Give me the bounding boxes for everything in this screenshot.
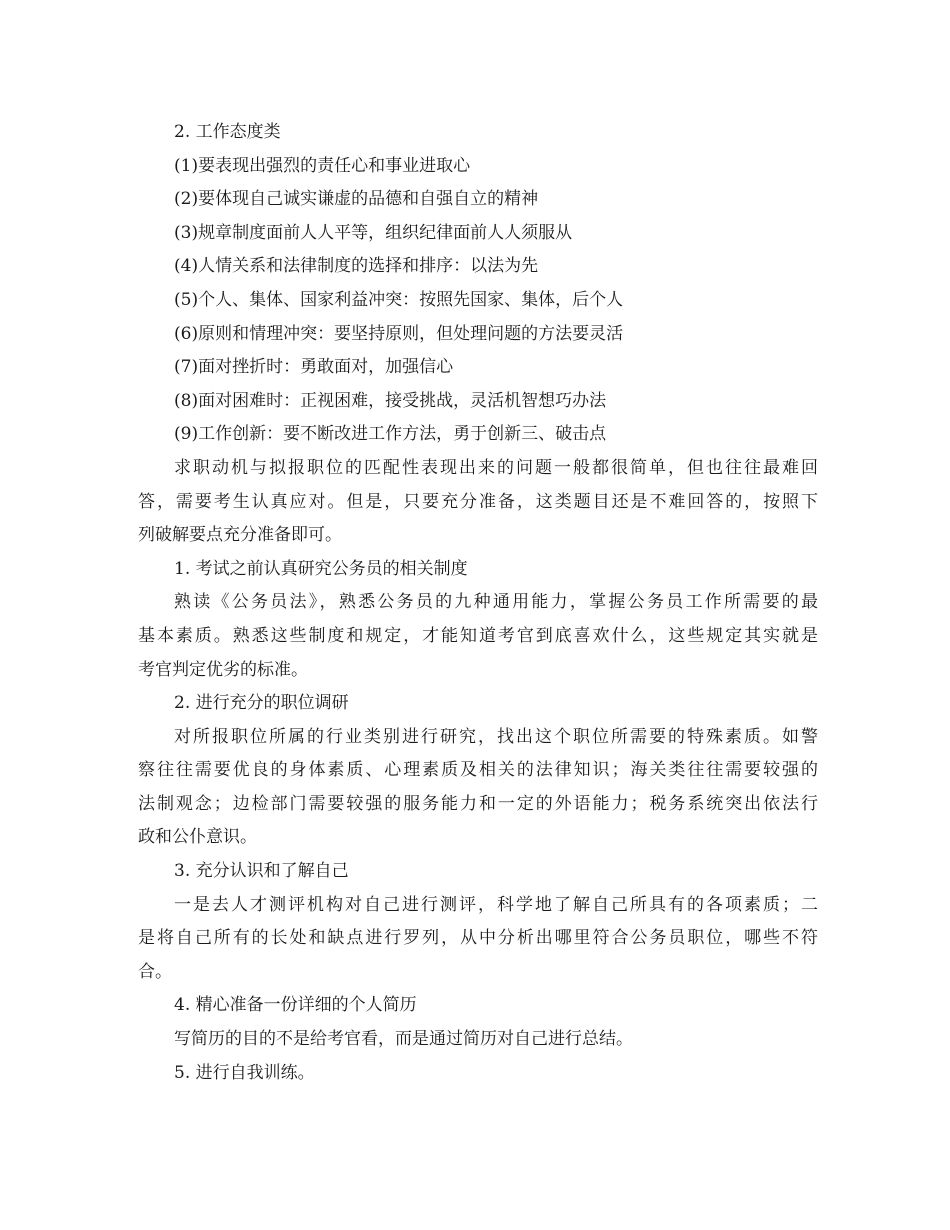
text-line: 对所报职位所属的行业类别进行研究，找出这个职位所需要的特殊素质。如警 bbox=[174, 726, 818, 747]
text-line: 察往往需要优良的身体素质、心理素质及相关的法律知识；海关类往往需要较强的 bbox=[138, 760, 818, 781]
text-line: (5)个人、集体、国家利益冲突：按照先国家、集体，后个人 bbox=[174, 289, 624, 310]
text-line: 考官判定优劣的标准。 bbox=[138, 659, 308, 680]
text-line: 5. 进行自我训练。 bbox=[174, 1062, 315, 1083]
text-line: (6)原则和情理冲突：要坚持原则，但处理问题的方法要灵活 bbox=[174, 323, 624, 344]
text-line: 列破解要点充分准备即可。 bbox=[138, 525, 342, 546]
text-line: 法制观念；边检部门需要较强的服务能力和一定的外语能力；税务系统突出依法行 bbox=[138, 793, 818, 814]
text-line: 一是去人才测评机构对自己进行测评，科学地了解自己所具有的各项素质；二 bbox=[174, 894, 818, 915]
text-line: 3. 充分认识和了解自己 bbox=[174, 861, 349, 882]
text-line: 熟读《公务员法》，熟悉公务员的九种通用能力，掌握公务员工作所需要的最 bbox=[174, 592, 818, 613]
text-line: (2)要体现自己诚实谦虚的品德和自强自立的精神 bbox=[174, 189, 539, 210]
text-line: 合。 bbox=[138, 961, 172, 982]
text-line: 4. 精心准备一份详细的个人简历 bbox=[174, 995, 417, 1016]
document-body bbox=[138, 116, 818, 1090]
text-line: (7)面对挫折时：勇敢面对，加强信心 bbox=[174, 357, 454, 378]
text-line: (4)人情关系和法律制度的选择和排序：以法为先 bbox=[174, 256, 539, 277]
text-line: (9)工作创新：要不断改进工作方法，勇于创新三、破击点 bbox=[174, 424, 607, 445]
text-line: 是将自己所有的长处和缺点进行罗列，从中分析出哪里符合公务员职位，哪些不符 bbox=[138, 928, 818, 949]
text-line: 2. 进行充分的职位调研 bbox=[174, 693, 349, 714]
text-line: 政和公仆意识。 bbox=[138, 827, 257, 848]
text-line: (8)面对困难时：正视困难，接受挑战，灵活机智想巧办法 bbox=[174, 390, 607, 411]
text-line: 基本素质。熟悉这些制度和规定，才能知道考官到底喜欢什么，这些规定其实就是 bbox=[138, 625, 818, 646]
text-line: 1. 考试之前认真研究公务员的相关制度 bbox=[174, 558, 468, 579]
text-line: 求职动机与拟报职位的匹配性表现出来的问题一般都很简单，但也往往最难回 bbox=[174, 457, 818, 478]
text-line: (1)要表现出强烈的责任心和事业进取心 bbox=[174, 155, 471, 176]
text-line: (3)规章制度面前人人平等，组织纪律面前人人须服从 bbox=[174, 222, 573, 243]
text-line: 2. 工作态度类 bbox=[174, 122, 281, 142]
text-line: 写简历的目的不是给考官看，而是通过简历对自己进行总结。 bbox=[174, 1029, 633, 1050]
text-line: 答，需要考生认真应对。但是，只要充分准备，这类题目还是不难回答的，按照下 bbox=[138, 491, 818, 512]
